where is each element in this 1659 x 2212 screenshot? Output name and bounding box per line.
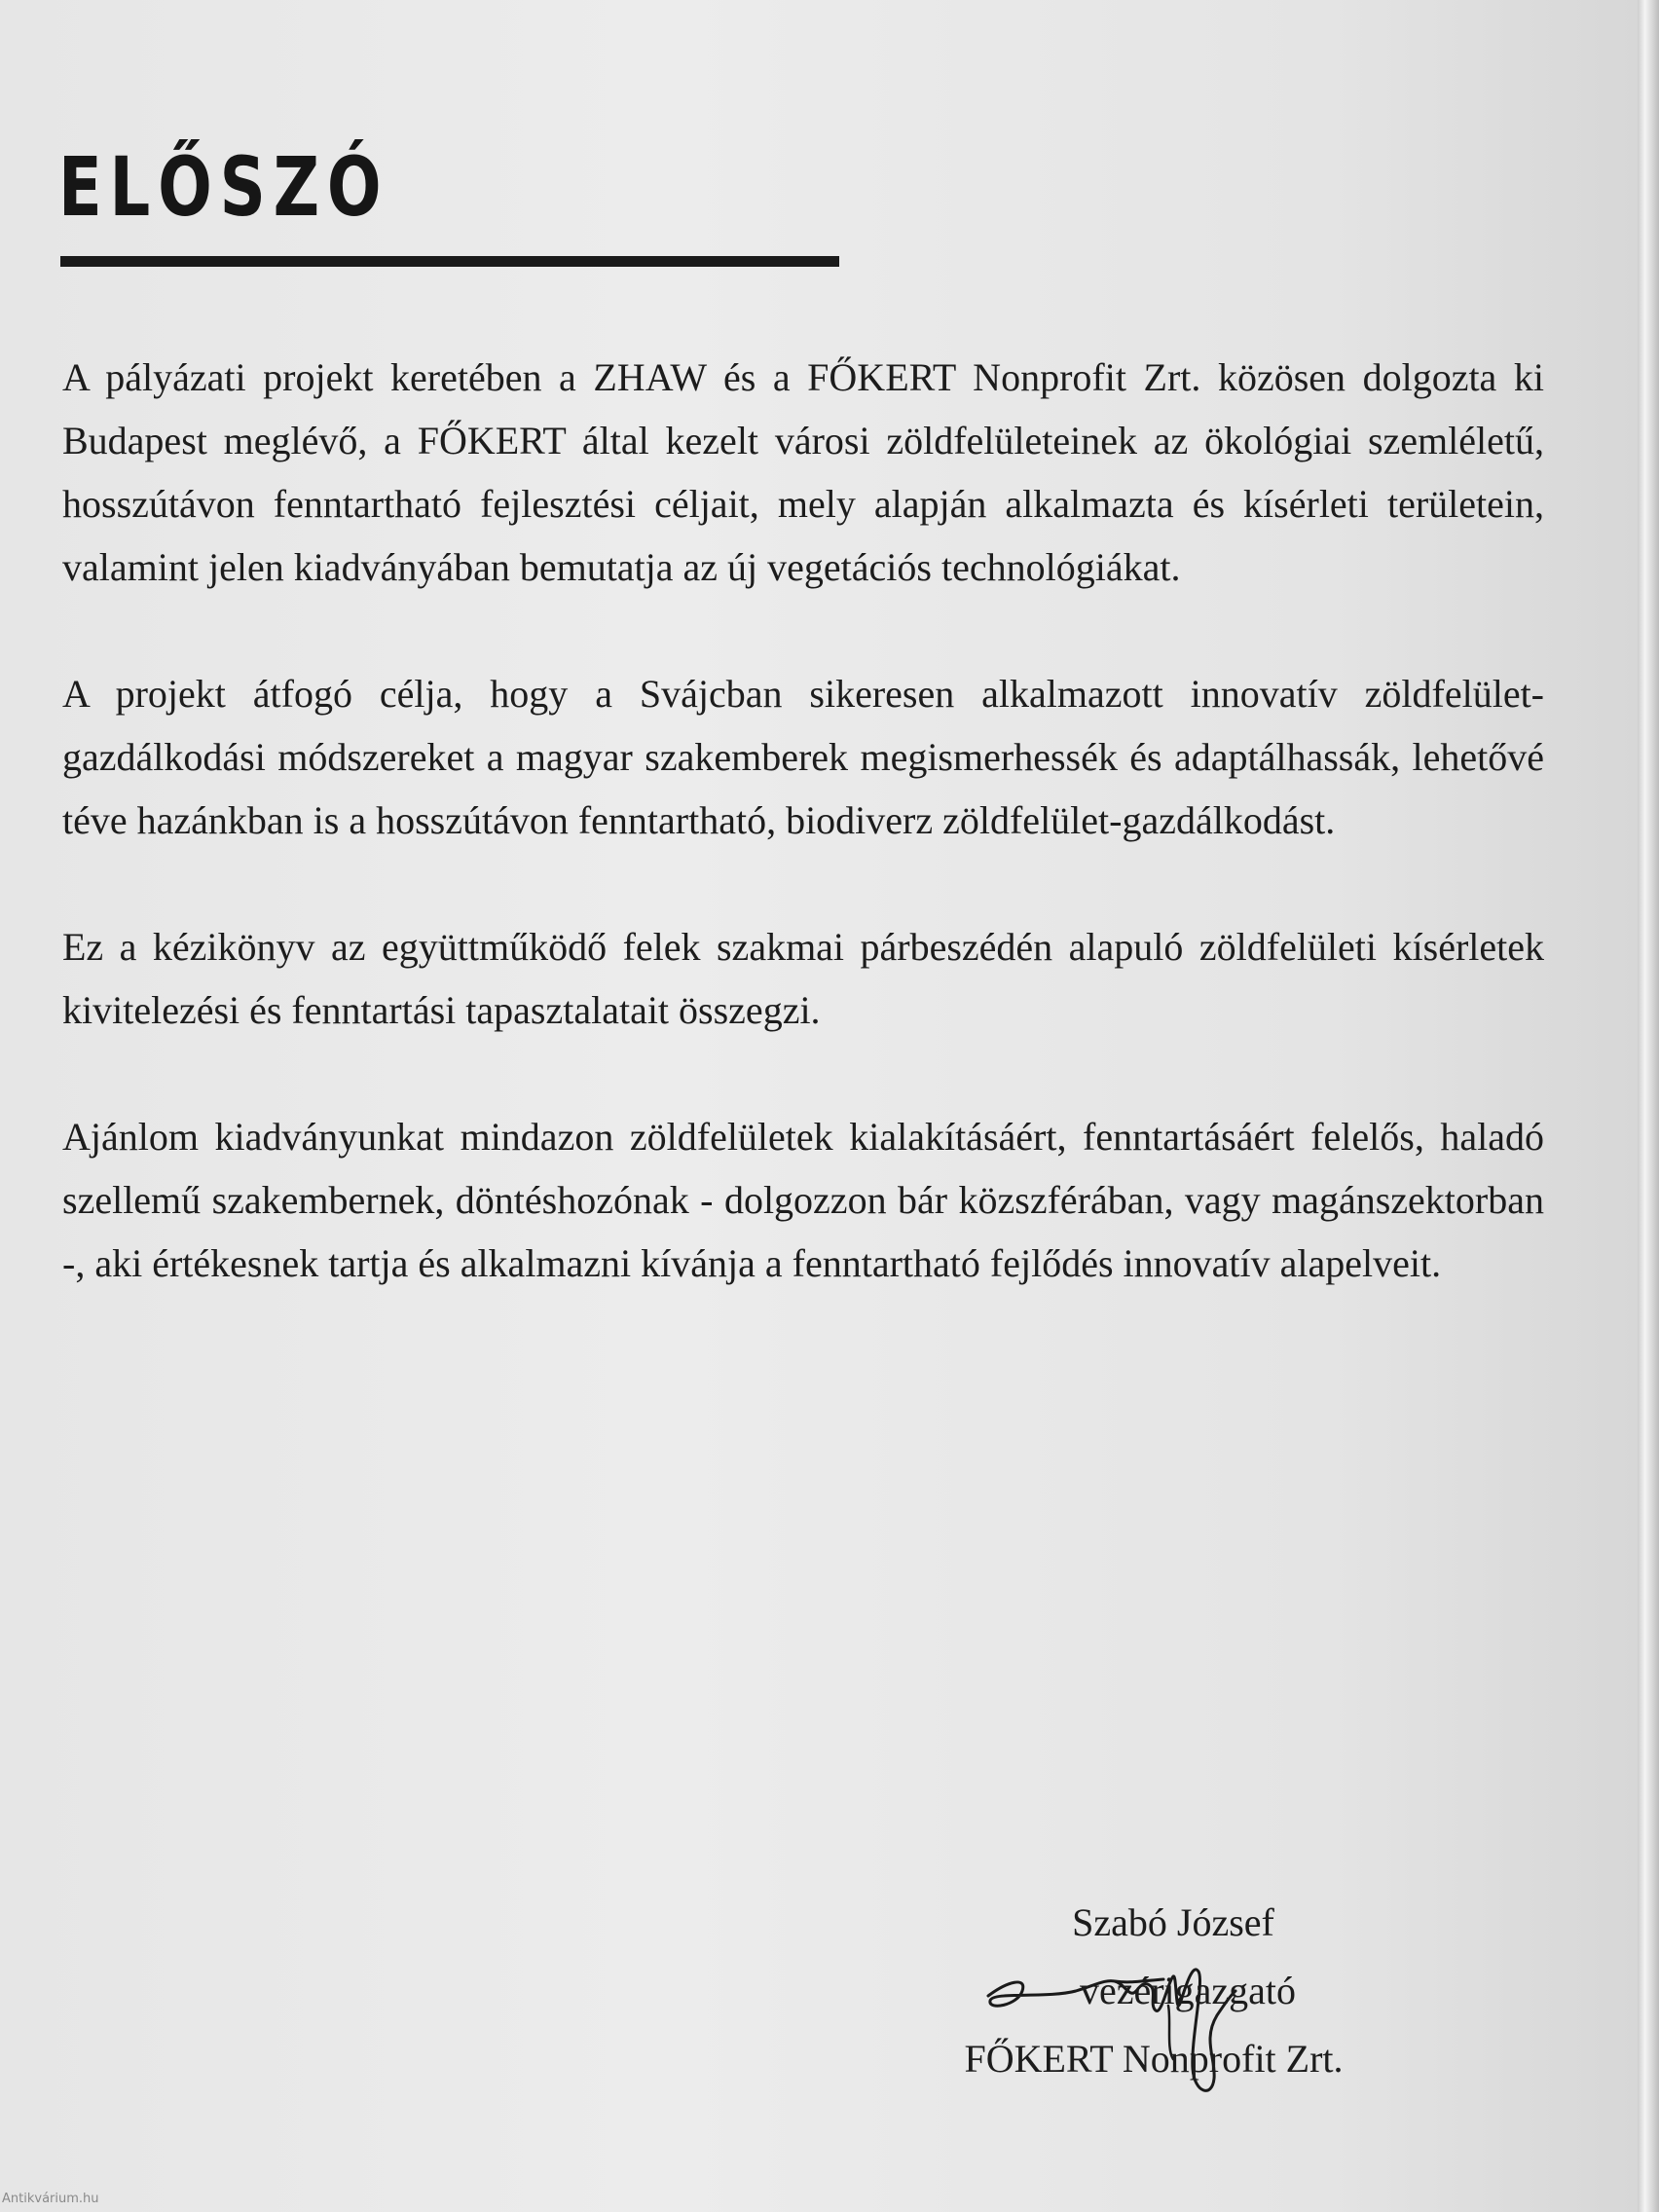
signer-name: Szabó József bbox=[1072, 1900, 1274, 1944]
paragraph: A projekt átfogó célja, hogy a Svájcban sikeresen alkalmazott innovatív zöldfelület-gazdálkodási módszereket a magyar szakemberek megismerhessék és adaptálhassák, lehetővé téve hazánkban is a hosszútávon fenntartható, biodiverz zöldfelület-gazdálkodást. bbox=[62, 672, 1544, 842]
watermark: Antikvárium.hu bbox=[2, 2192, 99, 2206]
signer-title: vezérigazgató bbox=[1079, 1969, 1297, 2012]
title-underline bbox=[60, 256, 839, 267]
signer-organization: FŐKERT Nonprofit Zrt. bbox=[964, 2037, 1344, 2081]
paragraph: A pályázati projekt keretében a ZHAW és a FŐKERT Nonprofit Zrt. közösen dolgozta ki Budapest meglévő, a FŐKERT által kezelt városi zöldfelületeinek az ökológiai szemléletű, hosszútávon fenntartható fejlesztési céljait, mely alapján alkalmazta és kísérleti területein, valamint jelen kiadványában bemutatja az új vegetációs technológiákat. bbox=[62, 355, 1544, 589]
page-title: ELŐSZÓ bbox=[58, 139, 389, 235]
paragraph: Ajánlom kiadványunkat mindazon zöldfelületek kialakításáért, fenntartásáért felelős, haladó szellemű szakembernek, döntéshozónak - dolgozzon bár közszférában, vagy magánszektorban -, aki értékesnek tartja és alkalmazni kívánja a fenntartható fejlődés innovatív alapelveit. bbox=[62, 1115, 1544, 1285]
facing-page-edge bbox=[1638, 0, 1659, 2212]
body-text bbox=[62, 346, 1544, 1358]
signature-block bbox=[837, 1889, 1470, 2093]
paragraph: Ez a kézikönyv az együttműködő felek szakmai párbeszédén alapuló zöldfelületi kísérletek kivitelezési és fenntartási tapasztalatait összegzi. bbox=[62, 925, 1544, 1032]
